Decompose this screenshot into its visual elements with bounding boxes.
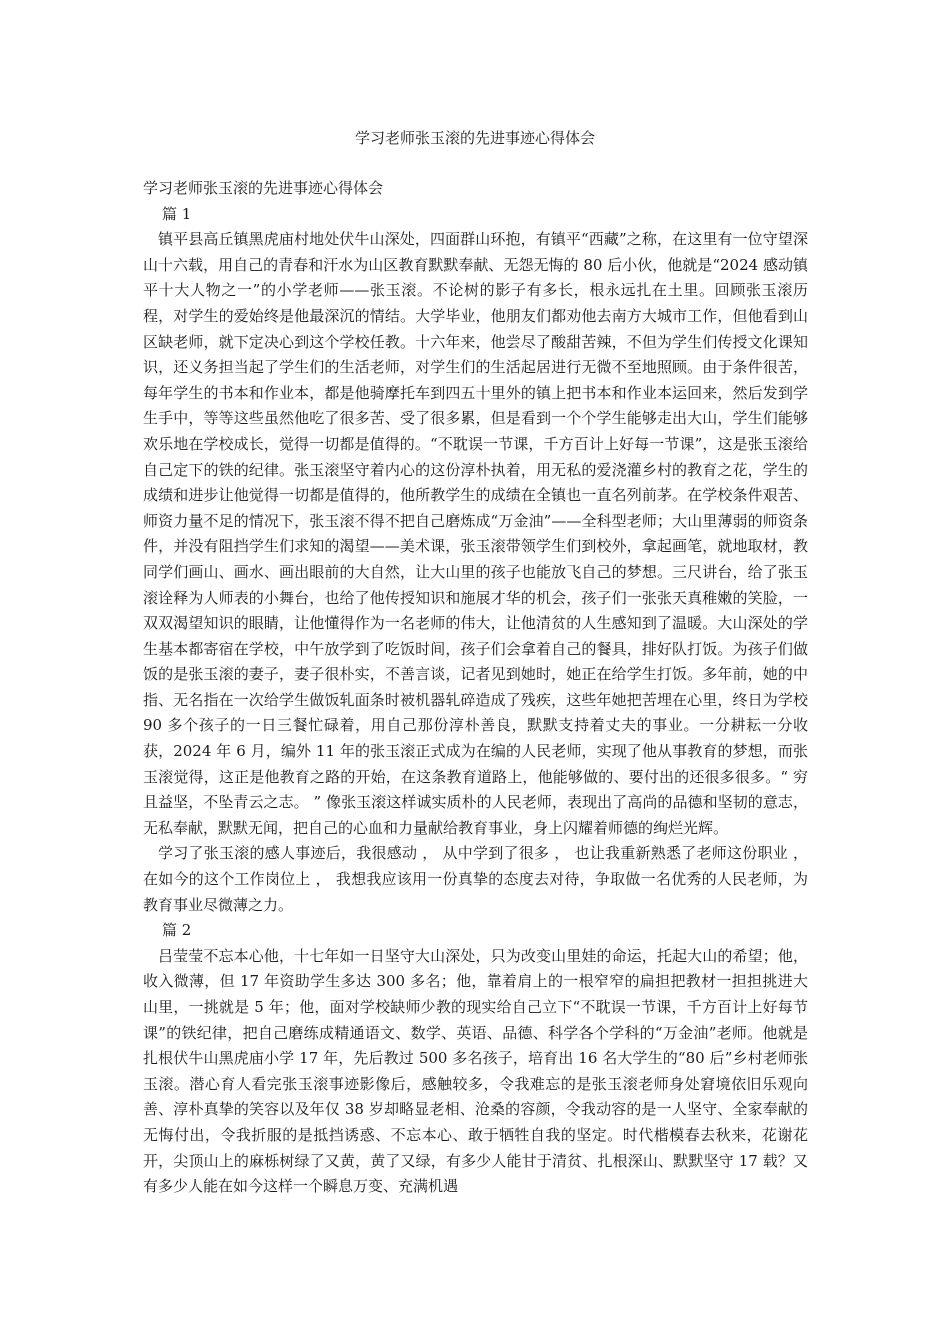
section-1-paragraph-2: 学习了张玉滚的感人事迹后，我很感动 ， 从中学到了很多 ， 也让我重新熟悉了老师这份职业 ， 在如今的这个工作岗位上 ， 我想我应该用一份真挚的态度去对待，争取做一名优秀的人民老师，为教育事业尽微薄之力。	[143, 844, 808, 914]
section-label-1: 篇 1	[162, 204, 192, 223]
section-2-paragraph-1: 吕莹莹不忘本心他，十七年如一日坚守大山深处，只为改变山里娃的命运，托起大山的希望；他，收入微薄，但 17 年资助学生多达 300 多名；他，靠着肩上的一根窄窄的扁担把教材一担担挑进大山里，一挑就是 5 年；他，面对学校缺师少教的现实给自己立下“不耽误一节课，千方百计上好每节课”的铁纪律，把自己磨练成精通语文、数学、英语、品德、科学各个学科的“万金油”老师。他就是扎根伏牛山黑虎庙小学 17 年，先后教过 500 多名孩子，培育出 16 名大学生的“80 后”乡村老师张玉滚。潜心育人看完张玉滚事迹影像后，感触较多，令我难忘的是张玉滚老师身处窘境依旧乐观向善、淳朴真挚的笑容以及年仅 38 岁却略显老相、沧桑的容颜，令我动容的是一人坚守、全家奉献的无悔付出，令我折服的是抵挡诱惑、不忘本心、敢于牺牲自我的坚定。时代楷模春去秋来，花谢花开，尖顶山上的麻栎树绿了又黄，黄了又绿，有多少人能甘于清贫、扎根深山、默默坚守 17 载？又有多少人能在如今这样一个瞬息万变、充满机遇	[143, 946, 808, 1196]
section-1-paragraph-1: 镇平县高丘镇黑虎庙村地处伏牛山深处，四面群山环抱，有镇平“西藏”之称，在这里有一位守望深山十六载，用自己的青春和汗水为山区教育默默奉献、无怨无悔的 80 后小伙，他就是“2024 感动镇平十大人物之一”的小学老师——张玉滚。不论树的影子有多长，根永远扎在土里。回顾张玉滚历程，对学生的爱始终是他最深沉的情结。大学毕业，他朋友们都劝他去南方大城市工作，但他看到山区缺老师，就下定决心到这个学校任教。十六年来，他尝尽了酸甜苦辣，不但为学生们传授文化课知识，还义务担当起了学生们的生活老师，对学生们的生活起居进行无微不至地照顾。由于条件很苦，每年学生的书本和作业本，都是他骑摩托车到四五十里外的镇上把书本和作业本运回来，然后发到学生手中，等等这些虽然他吃了很多苦、受了很多累，但是看到一个个学生能够走出大山，学生们能够欢乐地在学校成长，觉得一切都是值得的。“不耽误一节课，千方百计上好每一节课”，这是张玉滚给自己定下的铁的纪律。张玉滚坚守着内心的这份淳朴执着，用无私的爱浇灌乡村的教育之花，学生的成绩和进步让他觉得一切都是值得的，他所教学生的成绩在全镇也一直名列前茅。在学校条件艰苦、师资力量不足的情况下，张玉滚不得不把自己磨炼成“万金油”——全科型老师；大山里薄弱的师资条件，并没有阻挡学生们求知的渴望——美术课，张玉滚带领学生们到校外，拿起画笔，就地取材，教同学们画山、画水、画出眼前的大自然，让大山里的孩子也能放飞自己的梦想。三尺讲台，给了张玉滚诠释为人师表的小舞台，也给了他传授知识和施展才华的机会，孩子们一张张天真稚嫩的笑脸，一双双渴望知识的眼睛，让他懂得作为一名老师的伟大，让他清贫的人生感知到了温暖。大山深处的学生基本都寄宿在学校，中午放学到了吃饭时间，孩子们会拿着自己的餐具，排好队打饭。为孩子们做饭的是张玉滚的妻子，妻子很朴实，不善言谈，记者见到她时，她正在给学生打饭。多年前，她的中指、无名指在一次给学生做饭轧面条时被机器轧碎造成了残疾，这些年她把苦埋在心里，终日为学校 90 多个孩子的一日三餐忙碌着，用自己那份淳朴善良，默默支持着丈夫的事业。一分耕耘一分收获，2024 年 6 月，编外 11 年的张玉滚正式成为在编的人民老师，实现了他从事教育的梦想，而张玉滚觉得，这正是他教育之路的开始，在这条教育道路上，他能够做的、要付出的还很多很多。“ 穷且益坚，不坠青云之志。 ” 像张玉滚这样诚实质朴的人民老师，表现出了高尚的品德和坚韧的意志，无私奉献，默默无闻，把自己的心血和力量献给教育事业，身上闪耀着师德的绚烂光辉。	[143, 230, 808, 837]
document-title: 学习老师张玉滚的先进事迹心得体会	[354, 129, 595, 147]
section-label-2: 篇 2	[162, 921, 192, 940]
document-subtitle: 学习老师张玉滚的先进事迹心得体会	[143, 179, 384, 197]
document-body	[143, 176, 808, 1200]
